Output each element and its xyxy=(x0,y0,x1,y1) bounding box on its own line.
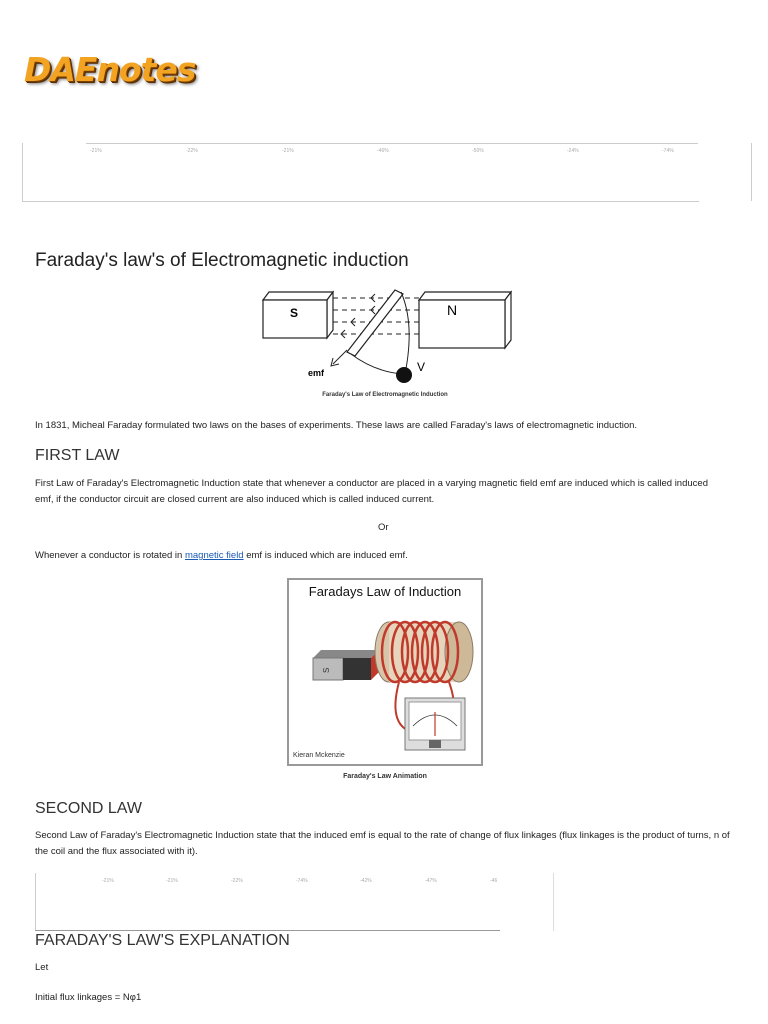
magnet-n-block xyxy=(419,292,511,348)
ad-banner-mid-edge xyxy=(35,873,36,931)
voltage-label: V xyxy=(417,360,426,374)
ad-discount[interactable]: -21% xyxy=(166,878,178,884)
ad-discount[interactable]: -74% xyxy=(296,878,308,884)
ad-discount[interactable]: -21% xyxy=(282,148,294,154)
ad-discount[interactable]: -22% xyxy=(231,878,243,884)
induction-animation-figure xyxy=(287,578,483,766)
alt-definition-end: emf is induced which are induced emf. xyxy=(243,550,408,561)
ad-discount[interactable]: -46% xyxy=(377,148,389,154)
emf-label: emf xyxy=(308,368,325,378)
ad-discount[interactable]: -24% xyxy=(567,148,579,154)
voltmeter-dot xyxy=(396,367,412,383)
or-separator: Or xyxy=(378,522,389,533)
ad-discount[interactable]: -22% xyxy=(186,148,198,154)
galvanometer xyxy=(405,698,465,750)
initial-flux-text: Initial flux linkages = Nφ1 xyxy=(35,992,142,1003)
ad-banner-top-edge xyxy=(751,143,752,201)
ad-discount[interactable]: -74% xyxy=(662,148,674,154)
second-law-paragraph: Second Law of Faraday's Electromagnetic Induction state that the induced emf is equal to the rate of change of flux linkages (flux linkages is the product of turns, n of the coil and the flux associated with it). xyxy=(35,830,730,857)
pole-s-label: S xyxy=(290,306,299,320)
second-law-heading: SECOND LAW xyxy=(35,800,142,817)
ad-discount[interactable]: -42% xyxy=(360,878,372,884)
pole-n-label: N xyxy=(447,302,458,318)
figure2-title: Faradays Law of Induction xyxy=(308,584,462,599)
ad-banner-top xyxy=(22,143,699,202)
explanation-heading: FARADAY'S LAW'S EXPLANATION xyxy=(35,932,290,949)
site-logo[interactable]: DAEnotes xyxy=(24,50,196,89)
svg-text:S: S xyxy=(322,667,331,673)
ad-discount[interactable]: -21% xyxy=(102,878,114,884)
conductor-rod xyxy=(347,290,403,356)
ad-discount[interactable]: -46 xyxy=(490,878,498,884)
ad-discount[interactable]: -47% xyxy=(425,878,437,884)
figure2-credit: Kieran Mckenzie xyxy=(293,752,345,759)
bar-magnet xyxy=(313,650,379,680)
article-title: Faraday's law's of Electromagnetic induction xyxy=(35,250,409,271)
figure2-caption: Faraday's Law Animation xyxy=(343,773,427,780)
ad-banner-mid-edge-right xyxy=(553,873,554,931)
alt-definition-start: Whenever a conductor is rotated in xyxy=(35,550,185,561)
let-text: Let xyxy=(35,962,49,973)
first-law-heading: FIRST LAW xyxy=(35,447,120,464)
figure1-caption: Faraday's Law of Electromagnetic Induction xyxy=(322,392,448,398)
faraday-induction-diagram xyxy=(255,284,515,388)
ad-banner-mid-border xyxy=(35,930,500,931)
intro-paragraph: In 1831, Micheal Faraday formulated two laws on the bases of experiments. These laws are called Faraday's laws of electromagnetic induction. xyxy=(35,420,638,431)
ad-banner-top-border xyxy=(86,143,698,144)
first-law-paragraph: First Law of Faraday's Electromagnetic Induction state that whenever a conductor are placed in a varying magnetic field emf are induced which is called induced emf, if the conductor circuit are closed current are also induced which is called induced current. xyxy=(35,478,708,505)
alt-definition xyxy=(35,548,735,564)
ad-discount[interactable]: -50% xyxy=(472,148,484,154)
coil-magnet-illustration xyxy=(289,600,481,762)
magnetic-field-link[interactable]: magnetic field xyxy=(184,550,244,561)
ad-discount[interactable]: -21% xyxy=(90,148,102,154)
